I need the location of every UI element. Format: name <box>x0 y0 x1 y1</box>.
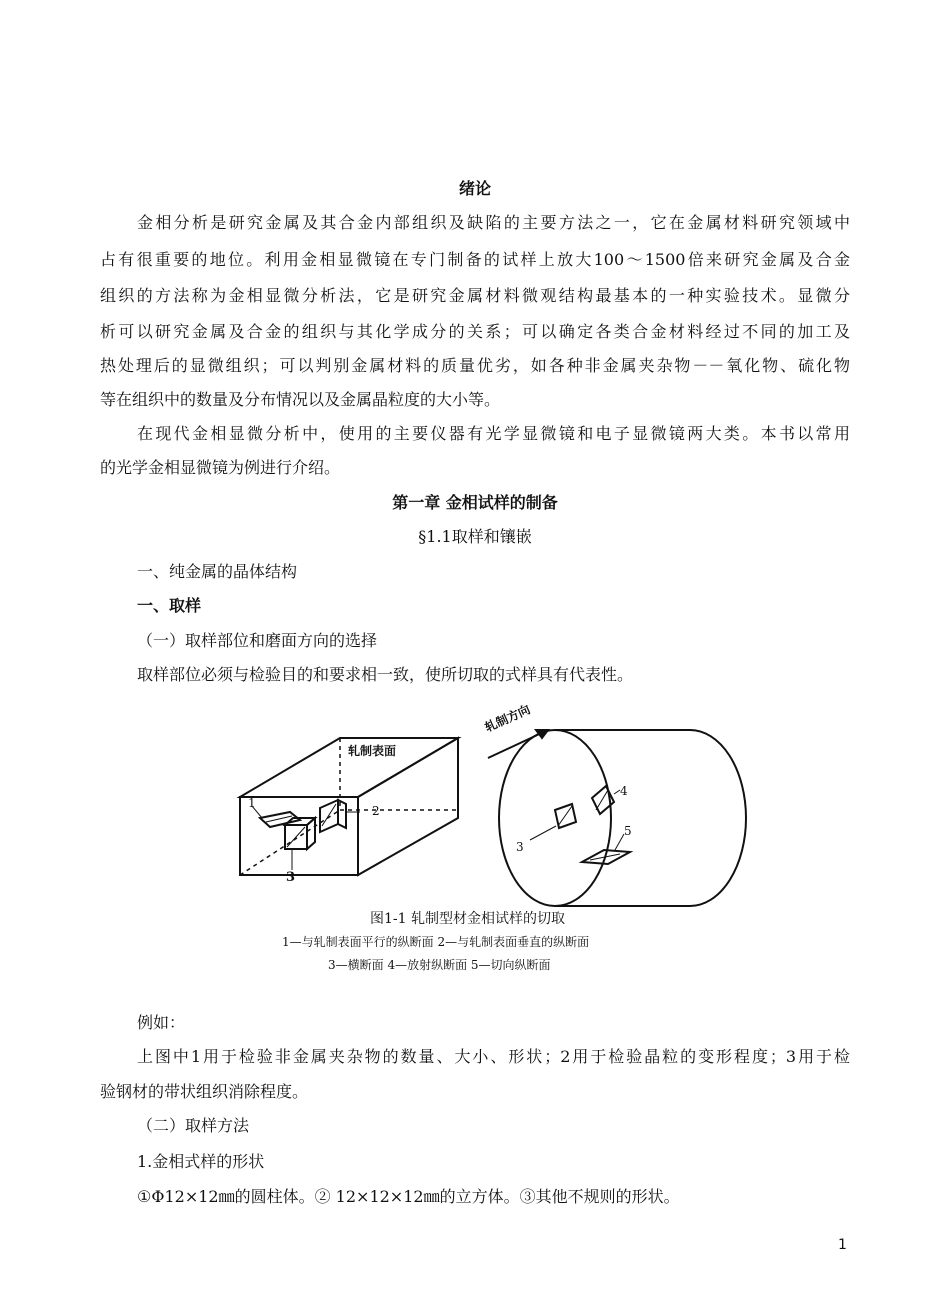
section-title: §1.1取样和镶嵌 <box>418 527 532 546</box>
marker-2: 2 <box>372 804 380 818</box>
figure-caption-title: 图1-1 轧制型材金相试样的切取 <box>370 911 565 927</box>
label-rolling-surface: 轧制表面 <box>348 744 397 758</box>
intro-line-6: 等在组织中的数量及分布情况以及金属晶粒度的大小等。 <box>100 390 501 409</box>
numbered-item-1: 1.金相式样的形状 <box>137 1152 265 1171</box>
figure-caption-line-3: 3—横断面 4—放射纵断面 5—切向纵断面 <box>328 958 551 972</box>
sub-item-1-text: 取样部位必须与检验目的和要求相一致，使所切取的式样具有代表性。 <box>137 665 634 684</box>
figure-caption-line-2: 1—与轧制表面平行的纵断面 2—与轧制表面垂直的纵断面 <box>282 935 590 949</box>
marker-cyl-3: 3 <box>516 840 524 854</box>
page-number: 1 <box>838 1237 847 1253</box>
cylinder-body <box>555 730 746 906</box>
example-line-1: 上图中1用于检验非金属夹杂物的数量、大小、形状；2用于检验晶粒的变形程度；3用于检 <box>137 1047 850 1066</box>
intro-line-2: 占有很重要的地位。利用金相显微镜在专门制备的试样上放大100～1500倍来研究金属及合金 <box>100 250 850 269</box>
sub-item-2: （二）取样方法 <box>137 1116 250 1135</box>
item-pure-metal: 一、纯金属的晶体结构 <box>137 562 298 581</box>
intro-line-3: 组织的方法称为金相显微分析法，它是研究金属材料微观结构最基本的一种实验技术。显微分 <box>100 286 850 305</box>
marker-5: 5 <box>624 824 632 838</box>
intro-line-5: 热处理后的显微组织；可以判别金属材料的质量优劣，如各种非金属夹杂物－－氧化物、硫化物 <box>100 356 850 375</box>
intro-line-1: 金相分析是研究金属及其合金内部组织及缺陷的主要方法之一，它在金属材料研究领域中 <box>137 213 850 232</box>
bar-front-face <box>240 797 358 875</box>
chapter-title: 第一章 金相试样的制备 <box>392 493 558 512</box>
sub-item-1: （一）取样部位和磨面方向的选择 <box>137 631 378 650</box>
example-line-2: 验钢材的带状组织消除程度。 <box>100 1082 309 1101</box>
cylinder-end-face <box>499 730 611 906</box>
item-sampling: 一、取样 <box>137 596 202 615</box>
label-rolling-direction: 轧制方向 <box>482 702 533 735</box>
intro-line-4: 析可以研究金属及合金的组织与其化学成分的关系；可以确定各类合金材料经过不同的加工及 <box>100 322 850 341</box>
marker-3: 3 <box>286 870 296 885</box>
example-label: 例如： <box>137 1013 186 1032</box>
doc-title: 绪论 <box>458 179 491 198</box>
figure-rolled-sample <box>230 700 750 990</box>
shapes-text: ①Φ12×12㎜的圆柱体。② 12×12×12㎜的立方体。③其他不规则的形状。 <box>137 1187 680 1206</box>
intro-p2-line-2: 的光学金相显微镜为例进行介绍。 <box>100 458 341 477</box>
marker-4: 4 <box>620 784 628 798</box>
marker-1: 1 <box>248 796 256 810</box>
intro-p2-line-1: 在现代金相显微分析中，使用的主要仪器有光学显微镜和电子显微镜两大类。本书以常用 <box>137 424 850 443</box>
